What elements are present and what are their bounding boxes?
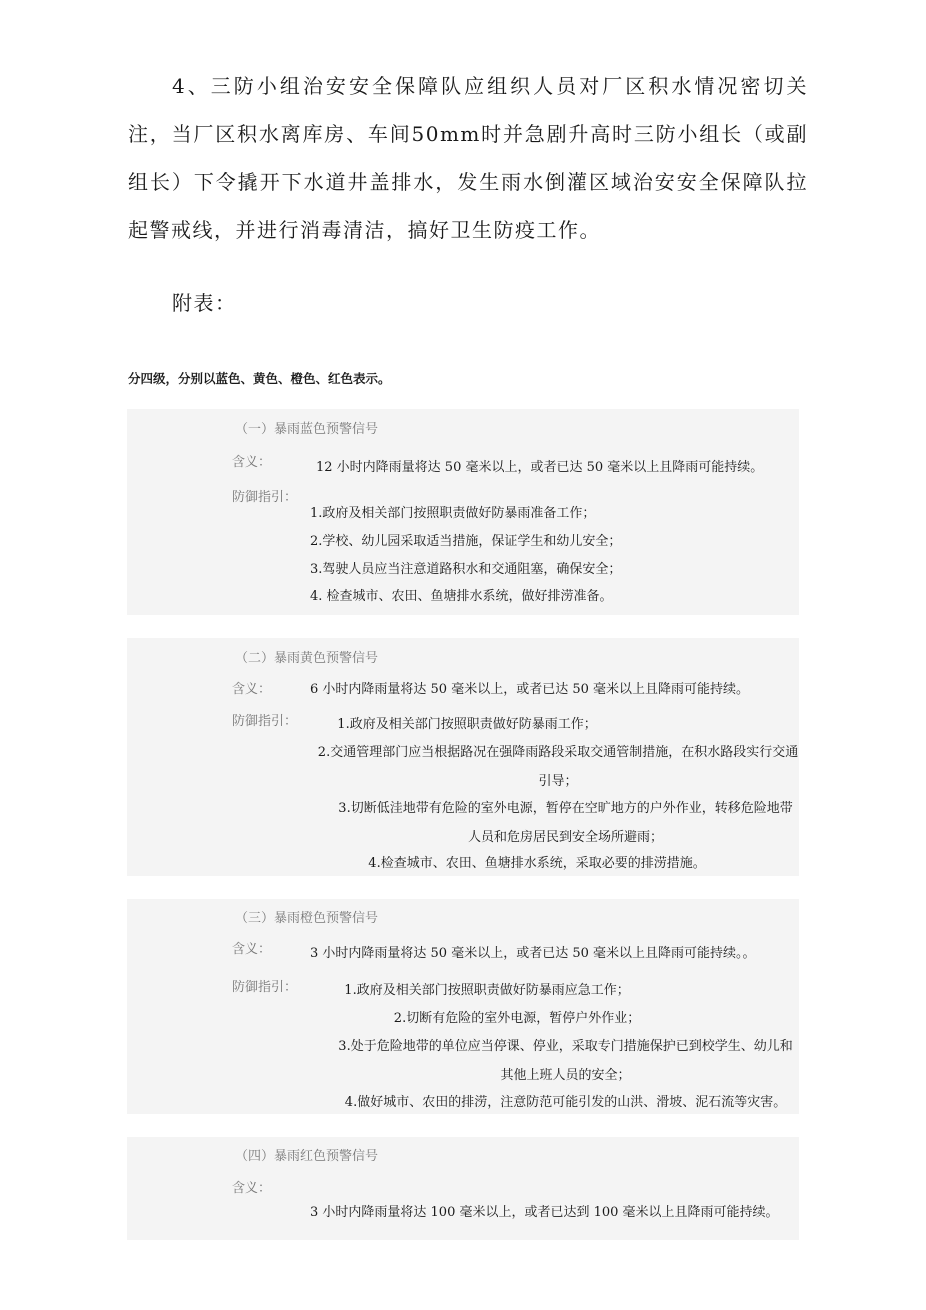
meaning-label: 含义： xyxy=(232,942,272,957)
signal-title: （一）暴雨蓝色预警信号 xyxy=(235,422,379,437)
signal-title: （二）暴雨黄色预警信号 xyxy=(235,651,379,666)
guide-item: 1.政府及相关部门按照职责做好防暴雨应急工作； xyxy=(344,983,630,998)
guide-item: 3.切断低洼地带有危险的室外电源，暂停在空旷地方的户外作业，转移危险地带人员和危房居民到安全场所避雨； xyxy=(338,801,793,845)
guide-item: 3.处于危险地带的单位应当停课、停业，采取专门措施保护已到校学生、幼儿和其他上班人员的安全； xyxy=(338,1039,793,1083)
signal-title: （四）暴雨红色预警信号 xyxy=(235,1149,379,1164)
guide-item: 4.做好城市、农田的排涝，注意防范可能引发的山洪、滑坡、泥石流等灾害。 xyxy=(344,1095,787,1110)
meaning-text: 3 小时内降雨量将达 100 毫米以上，或者已达到 100 毫米以上且降雨可能持续。 xyxy=(310,1205,779,1220)
guide-item: 3.驾驶人员应当注意道路积水和交通阻塞，确保安全； xyxy=(310,562,622,577)
guide-label: 防御指引： xyxy=(232,490,298,505)
guide-item: 4. 检查城市、农田、鱼塘排水系统，做好排涝准备。 xyxy=(310,589,613,604)
guide-item: 4.检查城市、农田、鱼塘排水系统，采取必要的排涝措施。 xyxy=(368,856,706,871)
signal-box-yellow xyxy=(127,638,799,876)
intro-paragraph: 4、三防小组治安安全保障队应组织人员对厂区积水情况密切关注，当厂区积水离库房、车间50mm时并急剧升高时三防小组长（或副组长）下令撬开下水道井盖排水，发生雨水倒灌区域治安安全保障队拉起警戒线，并进行消毒清洁，搞好卫生防疫工作。 xyxy=(128,74,808,242)
guide-item: 2.交通管理部门应当根据路况在强降雨路段采取交通管制措施，在积水路段实行交通引导； xyxy=(317,745,799,789)
levels-note: 分四级，分别以蓝色、黄色、橙色、红色表示。 xyxy=(128,371,391,386)
meaning-text: 6 小时内降雨量将达 50 毫米以上，或者已达 50 毫米以上且降雨可能持续。 xyxy=(310,682,750,697)
signal-box-red xyxy=(127,1137,799,1240)
guide-label: 防御指引： xyxy=(232,980,298,995)
meaning-text: 12 小时内降雨量将达 50 毫米以上，或者已达 50 毫米以上且降雨可能持续。 xyxy=(316,460,764,475)
signal-title: （三）暴雨橙色预警信号 xyxy=(235,911,379,926)
signal-box-orange xyxy=(127,899,799,1114)
intro-section xyxy=(128,62,808,254)
meaning-label: 含义： xyxy=(232,455,272,470)
guide-item: 1.政府及相关部门按照职责做好防暴雨准备工作； xyxy=(310,506,596,521)
guide-item: 2.学校、幼儿园采取适当措施，保证学生和幼儿安全； xyxy=(310,534,622,549)
meaning-label: 含义： xyxy=(232,682,272,697)
signal-box-blue xyxy=(127,409,799,615)
attachment-label: 附表： xyxy=(172,291,237,315)
guide-label: 防御指引： xyxy=(232,714,298,729)
guide-item: 1.政府及相关部门按照职责做好防暴雨工作； xyxy=(337,717,597,732)
guide-item: 2.切断有危险的室外电源，暂停户外作业； xyxy=(393,1011,641,1026)
meaning-text: 3 小时内降雨量将达 50 毫米以上，或者已达 50 毫米以上且降雨可能持续。。 xyxy=(310,946,756,961)
meaning-label: 含义： xyxy=(232,1181,272,1196)
